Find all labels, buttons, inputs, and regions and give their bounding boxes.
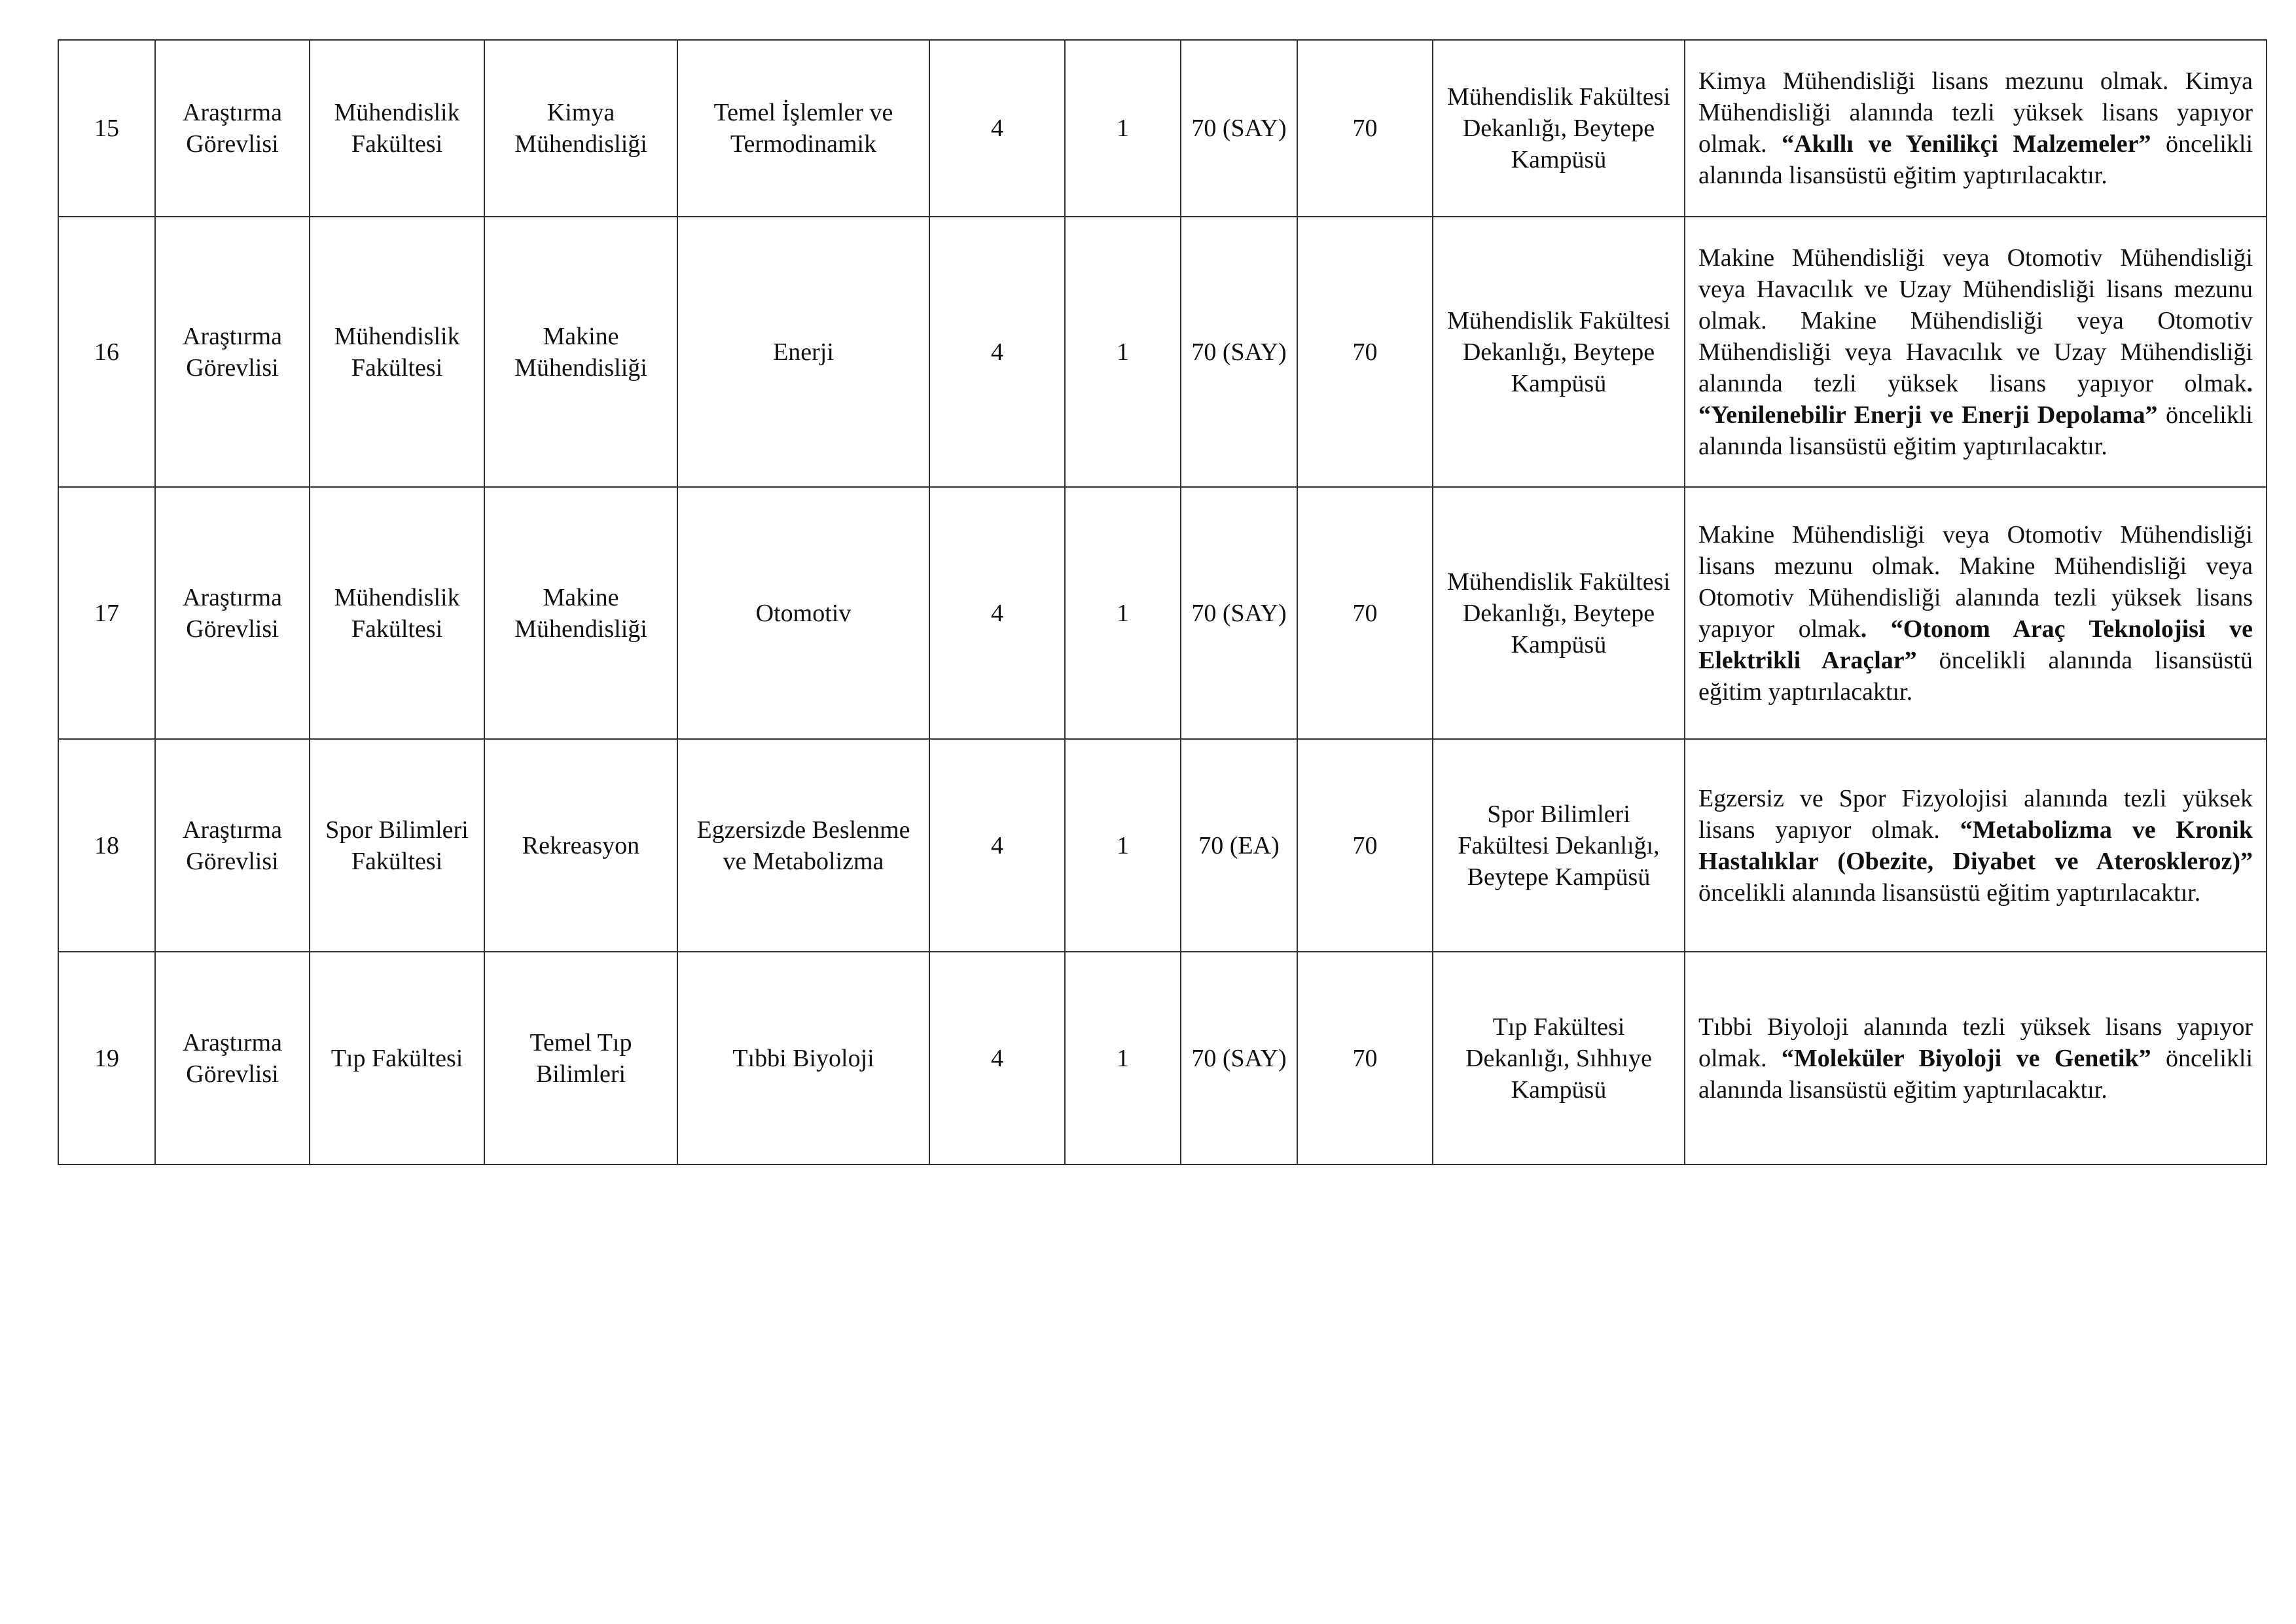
position-count: 1 bbox=[1065, 952, 1181, 1164]
field: Tıbbi Biyoloji bbox=[677, 952, 929, 1164]
job-postings-table bbox=[58, 39, 2267, 1165]
degree: 4 bbox=[929, 217, 1065, 487]
degree: 4 bbox=[929, 739, 1065, 952]
position-count: 1 bbox=[1065, 487, 1181, 739]
position-title: Araştırma Görevlisi bbox=[155, 952, 310, 1164]
table-row bbox=[58, 952, 2267, 1164]
requirements-tail: öncelikli alanında lisansüstü eğitim yaptırılacaktır. bbox=[1698, 878, 2201, 907]
requirements-text: Makine Mühendisliği veya Otomotiv Mühendisliği lisans mezunu olmak. Makine Mühendisliği veya Otomotiv Mühendisliği alanında tezli yüksek lisans yapıyor olmak bbox=[1698, 520, 2253, 643]
row-number: 16 bbox=[58, 217, 155, 487]
row-number: 17 bbox=[58, 487, 155, 739]
requirements bbox=[1685, 217, 2267, 487]
degree: 4 bbox=[929, 952, 1065, 1164]
requirements-tail: öncelikli alanında lisansüstü eğitim yaptırılacaktır. bbox=[1698, 1044, 2253, 1104]
position-title: Araştırma Görevlisi bbox=[155, 217, 310, 487]
language-score: 70 bbox=[1297, 739, 1433, 952]
requirements bbox=[1685, 952, 2267, 1164]
table-row bbox=[58, 217, 2267, 487]
degree: 4 bbox=[929, 487, 1065, 739]
field: Enerji bbox=[677, 217, 929, 487]
faculty: Tıp Fakültesi bbox=[310, 952, 484, 1164]
requirements bbox=[1685, 40, 2267, 217]
position-title: Araştırma Görevlisi bbox=[155, 487, 310, 739]
position-title: Araştırma Görevlisi bbox=[155, 40, 310, 217]
table-row bbox=[58, 40, 2267, 217]
requirements-tail: öncelikli alanında lisansüstü eğitim yaptırılacaktır. bbox=[1698, 401, 2253, 460]
application-place: Mühendislik Fakültesi Dekanlığı, Beytepe Kampüsü bbox=[1433, 40, 1685, 217]
table-row bbox=[58, 487, 2267, 739]
department: Temel Tıp Bilimleri bbox=[484, 952, 677, 1164]
department: Rekreasyon bbox=[484, 739, 677, 952]
ales-score: 70 (SAY) bbox=[1181, 217, 1297, 487]
faculty: Mühendislik Fakültesi bbox=[310, 487, 484, 739]
language-score: 70 bbox=[1297, 952, 1433, 1164]
row-number: 18 bbox=[58, 739, 155, 952]
priority-area: “Akıllı ve Yenilikçi Malzemeler” bbox=[1782, 130, 2151, 158]
requirements-text: Kimya Mühendisliği lisans mezunu olmak. Kimya Mühendisliği alanında tezli yüksek lisans yapıyor olmak. bbox=[1698, 67, 2253, 158]
language-score: 70 bbox=[1297, 487, 1433, 739]
application-place: Spor Bilimleri Fakültesi Dekanlığı, Beytepe Kampüsü bbox=[1433, 739, 1685, 952]
requirements-text: Tıbbi Biyoloji alanında tezli yüksek lisans yapıyor olmak. bbox=[1698, 1013, 2253, 1072]
ales-score: 70 (EA) bbox=[1181, 739, 1297, 952]
degree: 4 bbox=[929, 40, 1065, 217]
field: Temel İşlemler ve Termodinamik bbox=[677, 40, 929, 217]
priority-area: . “Otonom Araç Teknolojisi ve Elektrikli Araçlar” bbox=[1698, 615, 2253, 674]
priority-area: “Metabolizma ve Kronik Hastalıklar (Obezite, Diyabet ve Ateroskleroz)” bbox=[1698, 816, 2253, 875]
requirements bbox=[1685, 739, 2267, 952]
priority-area: “Moleküler Biyoloji ve Genetik” bbox=[1781, 1044, 2151, 1072]
ales-score: 70 (SAY) bbox=[1181, 40, 1297, 217]
faculty: Mühendislik Fakültesi bbox=[310, 40, 484, 217]
requirements-tail: öncelikli alanında lisansüstü eğitim yaptırılacaktır. bbox=[1698, 646, 2253, 706]
ales-score: 70 (SAY) bbox=[1181, 952, 1297, 1164]
row-number: 15 bbox=[58, 40, 155, 217]
application-place: Mühendislik Fakültesi Dekanlığı, Beytepe Kampüsü bbox=[1433, 487, 1685, 739]
requirements-tail: öncelikli alanında lisansüstü eğitim yaptırılacaktır. bbox=[1698, 130, 2253, 189]
application-place: Tıp Fakültesi Dekanlığı, Sıhhıye Kampüsü bbox=[1433, 952, 1685, 1164]
priority-area: . “Yenilenebilir Enerji ve Enerji Depolama” bbox=[1698, 369, 2253, 429]
language-score: 70 bbox=[1297, 217, 1433, 487]
row-number: 19 bbox=[58, 952, 155, 1164]
position-count: 1 bbox=[1065, 217, 1181, 487]
field: Otomotiv bbox=[677, 487, 929, 739]
department: Kimya Mühendisliği bbox=[484, 40, 677, 217]
field: Egzersizde Beslenme ve Metabolizma bbox=[677, 739, 929, 952]
requirements-text: Egzersiz ve Spor Fizyolojisi alanında tezli yüksek lisans yapıyor olmak. bbox=[1698, 784, 2253, 844]
requirements bbox=[1685, 487, 2267, 739]
position-title: Araştırma Görevlisi bbox=[155, 739, 310, 952]
position-count: 1 bbox=[1065, 40, 1181, 217]
ales-score: 70 (SAY) bbox=[1181, 487, 1297, 739]
table-row bbox=[58, 739, 2267, 952]
department: Makine Mühendisliği bbox=[484, 487, 677, 739]
faculty: Mühendislik Fakültesi bbox=[310, 217, 484, 487]
language-score: 70 bbox=[1297, 40, 1433, 217]
department: Makine Mühendisliği bbox=[484, 217, 677, 487]
faculty: Spor Bilimleri Fakültesi bbox=[310, 739, 484, 952]
position-count: 1 bbox=[1065, 739, 1181, 952]
application-place: Mühendislik Fakültesi Dekanlığı, Beytepe Kampüsü bbox=[1433, 217, 1685, 487]
requirements-text: Makine Mühendisliği veya Otomotiv Mühendisliği veya Havacılık ve Uzay Mühendisliği lisans mezunu olmak. Makine Mühendisliği veya Otomotiv Mühendisliği veya Havacılık ve Uzay Mühendisliği alanında tezli yüksek lisans yapıyor olmak bbox=[1698, 244, 2253, 397]
